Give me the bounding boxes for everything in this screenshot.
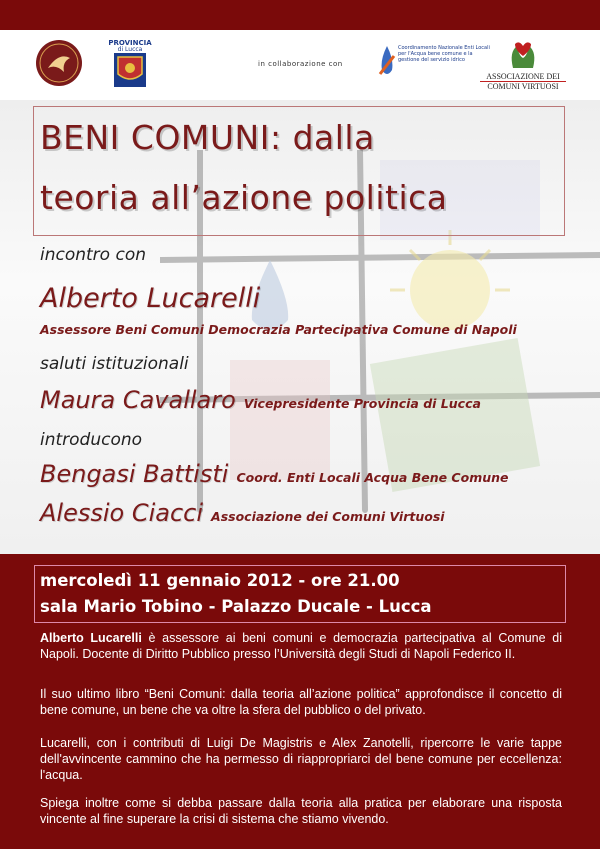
- speaker1-name: Alberto Lucarelli: [40, 283, 261, 314]
- asso-line-1: ASSOCIAZIONE DEI: [480, 72, 566, 82]
- speaker3-name: Bengasi Battisti: [40, 460, 229, 488]
- speaker2-line: [40, 386, 481, 414]
- svg-text:PROVINCIA: PROVINCIA: [108, 39, 152, 47]
- event-date: mercoledì 11 gennaio 2012 - ore 21.00: [40, 571, 400, 590]
- collab-label: in collaborazione con: [258, 60, 343, 68]
- saluti-label: saluti istituzionali: [40, 354, 189, 374]
- water-drop-logo: [376, 44, 398, 84]
- comuni-virtuosi-logo: [505, 38, 541, 76]
- speaker3-line: [40, 460, 509, 488]
- title-line-2: teoria all’azione politica: [40, 178, 448, 217]
- speaker4-line: [40, 499, 445, 527]
- svg-text:di Lucca: di Lucca: [117, 46, 143, 53]
- description-p1-text: è assessore ai beni comuni e democrazia partecipativa al Comune di Napoli. Docente di Diritto Pubblico presso l’Università degli Studi di Napoli Federico II.: [40, 631, 562, 661]
- coordinamento-text: Coordinamento Nazionale Enti Locali per l'Acqua bene comune e la gestione del servizio idrico: [398, 45, 490, 63]
- event-venue: sala Mario Tobino - Palazzo Ducale - Lucca: [40, 597, 432, 616]
- introducono-label: introducono: [40, 430, 143, 450]
- title-line-1: BENI COMUNI: dalla: [40, 118, 375, 157]
- speaker4-name: Alessio Ciacci: [40, 499, 204, 527]
- description-p2: Il suo ultimo libro “Beni Comuni: dalla teoria all’azione politica” approfondisce il concetto di bene comune, un bene che va oltre la sfera del pubblico o del privato.: [40, 687, 562, 717]
- asso-line-2: COMUNI VIRTUOSI: [487, 82, 559, 91]
- speaker2-role: Vicepresidente Provincia di Lucca: [243, 396, 481, 411]
- description-p4: Spiega inoltre come si debba passare dalla teoria alla pratica per elaborare una risposta vincente al fine superare la crisi di sistema che stiamo vivendo.: [40, 796, 562, 826]
- description-p3: Lucarelli, con i contributi di Luigi De Magistris e Alex Zanotelli, ripercorre le varie tappe dell'avvincente cammino che ha permesso di riappropriarci del bene comune per eccellenza: l'acqua.: [40, 736, 562, 782]
- provincia-lucca-logo: [108, 38, 152, 94]
- circle-logo: [34, 38, 84, 92]
- incontro-label: incontro con: [40, 245, 147, 265]
- speaker1-role: Assessore Beni Comuni Democrazia Partecipativa Comune di Napoli: [40, 322, 517, 337]
- speaker2-name: Maura Cavallaro: [40, 386, 236, 414]
- top-band: [0, 0, 600, 30]
- speaker4-role: Associazione dei Comuni Virtuosi: [211, 509, 445, 524]
- description-p1: [40, 630, 562, 662]
- speaker3-role: Coord. Enti Locali Acqua Bene Comune: [236, 470, 509, 485]
- associazione-text: [480, 72, 566, 91]
- description-p1-name: Alberto Lucarelli: [40, 631, 142, 645]
